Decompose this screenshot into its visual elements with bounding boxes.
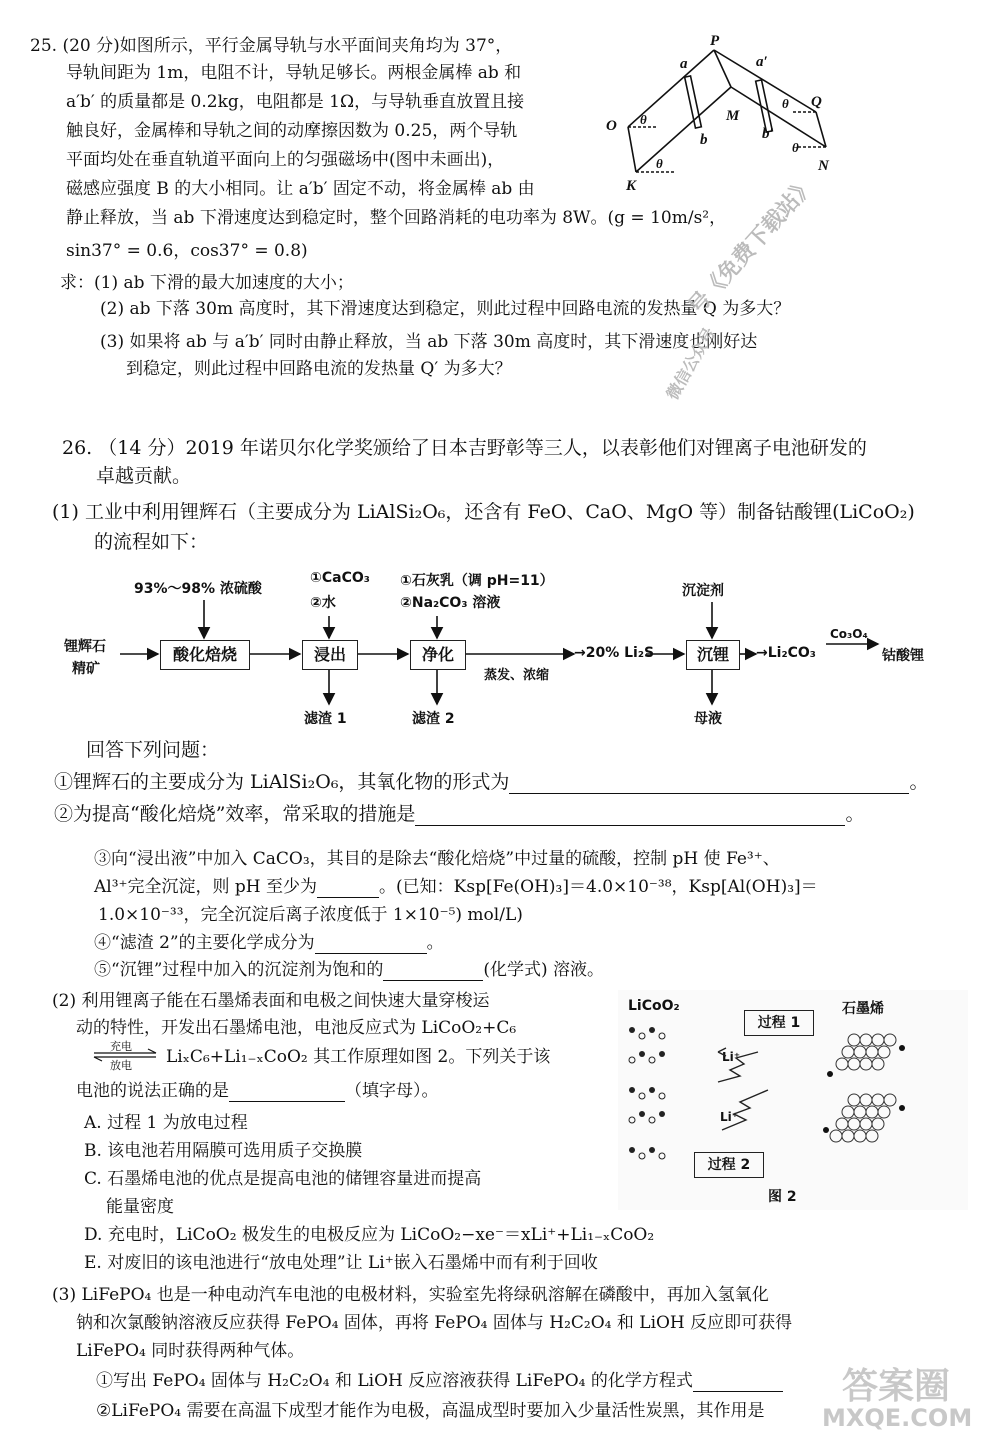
option-D: D. 充电时，LiCoO₂ 极发生的电极反应为 LiCoO₂−xe⁻＝xLi⁺+Li₁₋ₓCoO₂ — [84, 1225, 655, 1245]
sub4-answer-blank[interactable] — [315, 935, 427, 954]
part3-l1: (3) LiFePO₄ 也是一种电动汽车电池的电极材料，实验室先将绿矾溶解在磷酸中，再加入氢氧化 — [52, 1285, 769, 1305]
charge-discharge-arrow — [92, 1040, 160, 1070]
q25-question-3: (3) 如果将 ab 与 a′b′ 同时由静止释放，当 ab 下落 30m 高度时，其下滑速度也刚好达 — [100, 332, 758, 352]
part2-answer-blank[interactable] — [229, 1083, 345, 1102]
q25-line-1: 25. (20 分)如图所示，平行金属导轨与水平面间夹角均为 37°， — [30, 36, 513, 56]
watermark-text: 号《免费下载站》 — [683, 172, 821, 321]
flow-li2s: →20% Li₂S — [574, 645, 655, 661]
sub1-text: ①锂辉石的主要成分为 LiAlSi₂O₆，其氧化物的形式为 — [54, 771, 510, 793]
label-theta-2: θ — [656, 156, 663, 171]
q26-title: 26. （14 分）2019 年诺贝尔化学奖颁给了日本吉野彰等三人，以表彰他们对锂离子电池研发的 — [62, 437, 867, 459]
label-N: N — [818, 158, 829, 174]
sub1-answer-blank[interactable] — [509, 775, 909, 794]
q25-line-3: a′b′ 的质量都是 0.2kg，电阻都是 1Ω，与导轨垂直放置且接 — [66, 92, 525, 112]
fig2-li-ion-1: Li⁺ — [722, 1050, 741, 1064]
discharge-label: 放电 — [110, 1059, 132, 1072]
sub-question-4 — [94, 932, 444, 954]
flow-reagent-2a: ①CaCO₃ — [310, 570, 370, 586]
sub-question-5 — [94, 959, 604, 981]
label-M: M — [726, 108, 740, 124]
flow-box-leach: 浸出 — [302, 640, 358, 670]
label-O: O — [606, 118, 617, 134]
q25-question-3b: 到稳定，则此过程中回路电流的发热量 Q′ 为多大？ — [126, 359, 512, 379]
part3-sub1-answer-blank[interactable] — [693, 1373, 783, 1392]
fig2-caption: 图 2 — [768, 1189, 797, 1205]
label-a-prime: a′ — [756, 54, 768, 70]
flow-evaporate: 蒸发、浓缩 — [484, 668, 550, 683]
sub4-text: ④“滤渣 2”的主要化学成分为 — [94, 933, 315, 953]
rail-diagram — [596, 32, 906, 202]
label-b: b — [700, 132, 708, 148]
sub-question-3c: 1.0×10⁻³³，完全沉淀后离子浓度低于 1×10⁻⁵) mol/L) — [98, 905, 523, 925]
q25-line-6: 磁感应强度 B 的大小相同。让 a′b′ 固定不动，将金属棒 ab 由 — [66, 179, 535, 199]
watermark-logo: 答案圈 — [842, 1366, 951, 1407]
watermark-text-2: 微信公众号 — [662, 324, 720, 403]
flow-reagent-1: 93%～98% 浓硫酸 — [134, 581, 262, 597]
flow-reagent-4: 沉淀剂 — [682, 583, 724, 599]
flow-co3o4: Co₃O₄ — [830, 627, 868, 641]
part3-l3: LiFePO₄ 同时获得两种气体。 — [76, 1341, 305, 1361]
flow-start-2: 精矿 — [72, 661, 100, 677]
label-Q: Q — [811, 94, 822, 110]
flow-mother-liquor: 母液 — [694, 711, 722, 727]
flow-residue-1: 滤渣 1 — [304, 711, 347, 727]
flow-li2co3: →Li₂CO₃ — [756, 645, 816, 661]
sub2-text: ②为提高“酸化焙烧”效率，常采取的措施是 — [54, 803, 416, 825]
q25-question-2: (2) ab 下落 30m 高度时，其下滑速度达到稳定，则此过程中回路电流的发热量 Q 为多大？ — [100, 299, 791, 319]
flow-product: 钴酸锂 — [882, 648, 924, 664]
sub4-end: 。 — [426, 933, 444, 953]
flow-reagent-3a: ①石灰乳（调 pH=11） — [400, 573, 554, 589]
option-E: E. 对废旧的该电池进行“放电处理”让 Li⁺嵌入石墨烯中而有利于回收 — [84, 1253, 598, 1273]
label-theta-1: θ — [640, 112, 647, 127]
flow-start-1: 锂辉石 — [64, 639, 106, 655]
flow-box-li-precip: 沉锂 — [686, 640, 740, 670]
option-B: B. 该电池若用隔膜可选用质子交换膜 — [84, 1141, 363, 1161]
part2-prompt: 电池的说法正确的是 — [76, 1081, 229, 1101]
sub3-text-b: 。(已知：Ksp[Fe(OH)₃]＝4.0×10⁻³⁸，Ksp[Al(OH)₃]＝ — [379, 877, 818, 897]
part2-l2: 动的特性，开发出石墨烯电池，电池反应式为 LiCoO₂+C₆ — [76, 1018, 517, 1038]
q25-line-5: 平面均处在垂直轨道平面向上的匀强磁场中(图中未画出)， — [66, 150, 505, 170]
watermark-site: MXQE.COM — [822, 1404, 973, 1432]
sub-question-3: ③向“浸出液”中加入 CaCO₃，其目的是除去“酸化焙烧”中过量的硫酸，控制 pH 使 Fe³⁺、 — [94, 849, 780, 869]
sub1-end: 。 — [909, 771, 929, 793]
fig2-licoo2-label: LiCoO₂ — [628, 998, 680, 1014]
fig2-process-1: 过程 1 — [744, 1010, 814, 1036]
option-A: A. 过程 1 为放电过程 — [84, 1113, 248, 1133]
sub3-answer-blank[interactable] — [317, 879, 379, 898]
label-theta-4: θ — [792, 140, 799, 155]
fig2-graphene-label: 石墨烯 — [842, 1001, 884, 1017]
label-P: P — [710, 33, 720, 49]
answer-intro: 回答下列问题： — [86, 739, 220, 761]
part2-l1: (2) 利用锂离子能在石墨烯表面和电极之间快速大量穿梭运 — [52, 991, 490, 1011]
figure-2 — [618, 990, 968, 1210]
label-b-prime: b′ — [762, 126, 774, 142]
part3-sub2: ②LiFePO₄ 需要在高温下成型才能作为电极，高温成型时要加入少量活性炭黑，其作用是 — [96, 1401, 765, 1421]
sub3-text-a: Al³⁺完全沉淀，则 pH 至少为 — [94, 877, 318, 897]
part3-sub1 — [96, 1370, 783, 1392]
flow-reagent-2b: ②水 — [310, 595, 336, 611]
option-C: C. 石墨烯电池的优点是提高电池的储锂容量进而提高 — [84, 1169, 482, 1189]
part3-l2: 钠和次氯酸钠溶液反应获得 FePO₄ 固体，再将 FePO₄ 固体与 H₂C₂O₄ 和 LiOH 反应即可获得 — [76, 1313, 793, 1333]
fig2-process-2: 过程 2 — [694, 1152, 764, 1178]
option-C-cont: 能量密度 — [106, 1197, 174, 1217]
fig2-li-ion-2: Li⁺ — [720, 1110, 739, 1124]
part3-sub1-text: ①写出 FePO₄ 固体与 H₂C₂O₄ 和 LiOH 反应溶液获得 LiFePO₄ 的化学方程式 — [96, 1371, 693, 1391]
q25-line-7: 静止释放，当 ab 下滑速度达到稳定时，整个回路消耗的电功率为 8W。(g = 10m/s²， — [66, 208, 727, 228]
sub-question-1 — [54, 770, 928, 794]
q26-part1-l2: 的流程如下： — [94, 531, 209, 553]
flow-reagent-3b: ②Na₂CO₃ 溶液 — [400, 595, 501, 611]
sub2-answer-blank[interactable] — [415, 807, 845, 826]
part2-l3: LiₓC₆+Li₁₋ₓCoO₂ 其工作原理如图 2。下列关于该 — [166, 1047, 551, 1067]
part2-l4 — [76, 1080, 439, 1102]
label-theta-3: θ — [782, 96, 789, 111]
charge-label: 充电 — [110, 1040, 132, 1053]
sub5-answer-blank[interactable] — [383, 962, 483, 981]
q26-part1-l1: (1) 工业中利用锂辉石（主要成分为 LiAlSi₂O₆，还含有 FeO、CaO、MgO 等）制备钴酸锂(LiCoO₂) — [52, 501, 915, 523]
flow-box-purify: 净化 — [410, 640, 466, 670]
label-a: a — [680, 56, 688, 72]
part2-prompt-end: （填字母）。 — [345, 1081, 439, 1101]
sub5-text: ⑤“沉锂”过程中加入的沉淀剂为饱和的 — [94, 960, 384, 980]
sub-question-3b — [94, 876, 818, 898]
flow-arrows — [0, 560, 1000, 720]
sub2-end: 。 — [845, 803, 865, 825]
flow-box-acid-roast: 酸化焙烧 — [160, 640, 250, 670]
q25-line-2: 导轨间距为 1m，电阻不计，导轨足够长。两根金属棒 ab 和 — [66, 63, 522, 83]
sub5-end: (化学式) 溶液。 — [483, 960, 605, 980]
q25-question-1: 求：(1) ab 下滑的最大加速度的大小； — [60, 273, 354, 293]
q26-title-2: 卓越贡献。 — [96, 465, 192, 487]
label-K: K — [626, 178, 637, 194]
sub-question-2 — [54, 802, 864, 826]
q25-line-4: 触良好，金属棒和导轨之间的动摩擦因数为 0.25，两个导轨 — [66, 121, 518, 141]
q25-line-8: sin37° = 0.6，cos37° = 0.8) — [66, 241, 308, 261]
flow-residue-2: 滤渣 2 — [412, 711, 455, 727]
fig2-graphic — [618, 990, 968, 1190]
